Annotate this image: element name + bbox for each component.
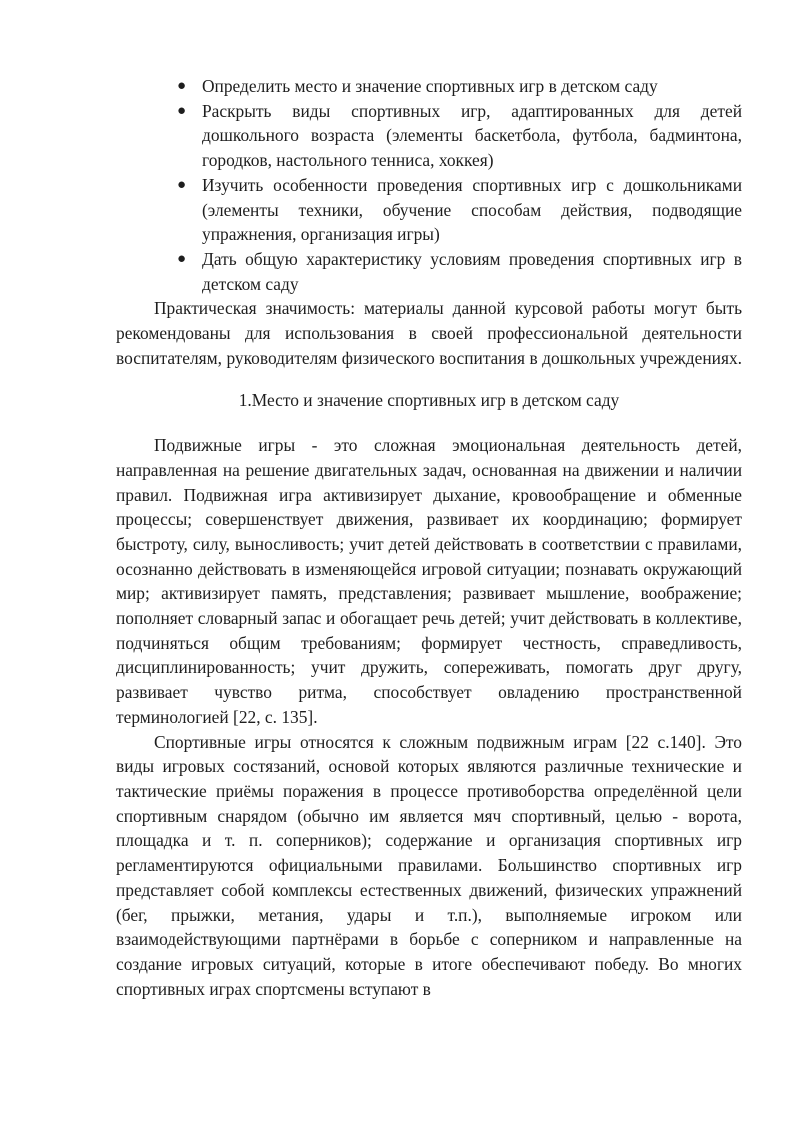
- list-item-text: Определить место и значение спортивных игр в детском саду: [202, 76, 658, 96]
- bullet-icon: ●: [177, 176, 187, 193]
- body-paragraph-1: Подвижные игры - это сложная эмоциональная деятельность детей, направленная на решение двигательных задач, основанная на движении и наличии правил. Подвижная игра активизирует дыхание, кровообращение и обменные процессы; совершенствует движения, развивает их координацию; формирует быстроту, силу, выносливость; учит детей действовать в соответствии с правилами, осознанно действовать в изменяющейся игровой ситуации; познавать окружающий мир; активизирует память, представления; развивает мышление, воображение; пополняет словарный запас и обогащает речь детей; учит действовать в коллективе, подчиняться общим требованиям; формирует честность, справедливость, дисциплинированность; учит дружить, сопереживать, помогать друг другу, развивает чувство ритма, способствует овладению пространственной терминологией [22, с. 135].: [116, 435, 742, 727]
- document-page: [116, 74, 742, 1001]
- bullet-icon: ●: [177, 250, 187, 267]
- list-item: [177, 74, 742, 99]
- list-item: [177, 99, 742, 173]
- bullet-icon: ●: [177, 78, 187, 94]
- bullet-icon: ●: [177, 102, 187, 119]
- list-item: [177, 247, 742, 296]
- body-paragraph-2: Спортивные игры относятся к сложным подвижным играм [22 с.140]. Это виды игровых состязаний, основой которых являются различные технические и тактические приёмы поражения в процессе противоборства определённой цели спортивным снарядом (обычно им является мяч спортивный, целью - ворота, площадка и т. п. соперников); содержание и организация спортивных игр регламентируются официальными правилами. Большинство спортивных игр представляет собой комплексы естественных движений, физических упражнений (бег, прыжки, метания, удары и т.п.), выполняемые игроком или взаимодействующими партнёрами в борьбе с соперником и направленные на создание игровых ситуаций, которые в итоге обеспечивают победу. Во многих спортивных играх спортсмены вступают в: [116, 731, 742, 999]
- list-item-text: Изучить особенности проведения спортивных игр с дошкольниками (элементы техники, обучение способам действия, подводящие упражнения, организация игры): [202, 174, 742, 245]
- list-item-text: Раскрыть виды спортивных игр, адаптированных для детей дошкольного возраста (элементы баскетбола, футбола, бадминтона, городков, настольного тенниса, хоккея): [202, 100, 742, 171]
- list-item-text: Дать общую характеристику условиям проведения спортивных игр в детском саду: [202, 248, 742, 294]
- list-item: [177, 173, 742, 247]
- practical-significance-paragraph: Практическая значимость: материалы данной курсовой работы могут быть рекомендованы для использования в своей профессиональной деятельности воспитателям, руководителям физического воспитания в дошкольных учреждениях.: [116, 298, 742, 368]
- objectives-list: [116, 74, 742, 296]
- section-heading: 1.Место и значение спортивных игр в детском саду: [238, 390, 620, 411]
